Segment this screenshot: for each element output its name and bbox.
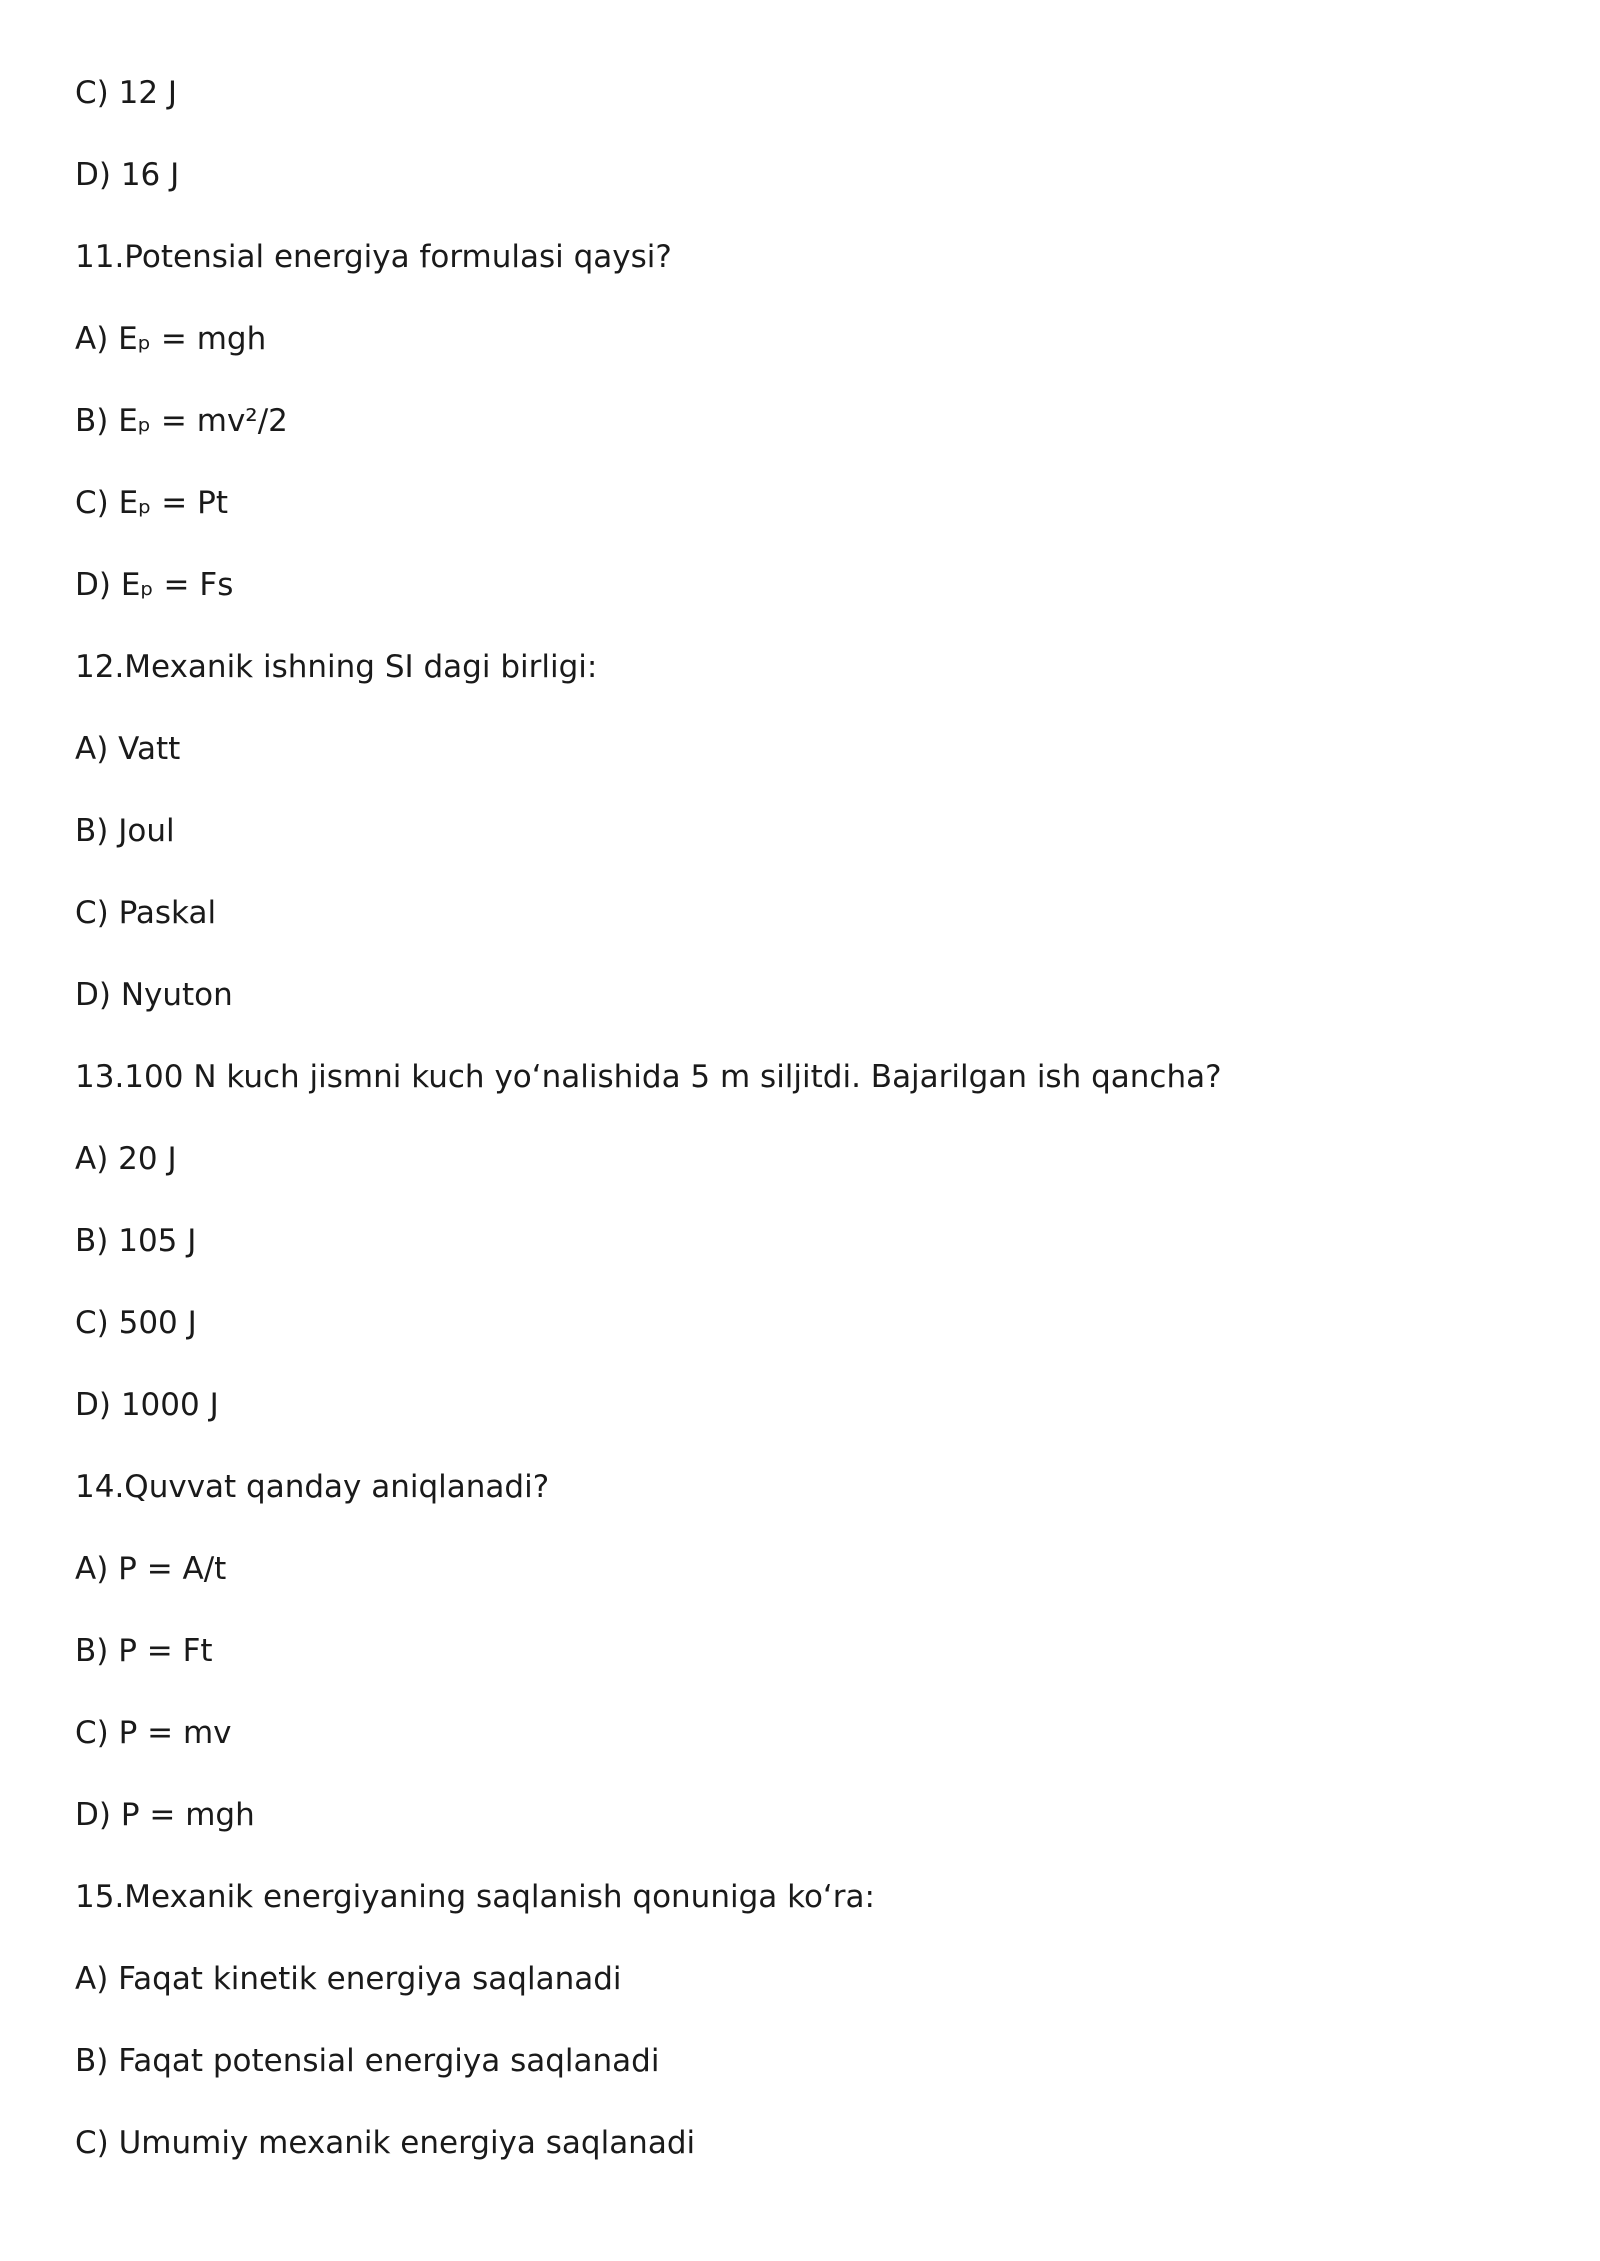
- option-b-q15: B) Faqat potensial energiya saqlanadi: [75, 2043, 660, 2079]
- option-d-q10: D) 16 J: [75, 157, 180, 193]
- question-15: 15.Mexanik energiyaning saqlanish qonuniga ko‘ra:: [75, 1879, 875, 1915]
- question-12: 12.Mexanik ishning SI dagi birligi:: [75, 649, 598, 685]
- option-d-q14: D) P = mgh: [75, 1797, 255, 1833]
- option-d-q12: D) Nyuton: [75, 977, 233, 1013]
- option-c-q10: C) 12 J: [75, 75, 178, 111]
- option-a-q13: A) 20 J: [75, 1141, 177, 1177]
- option-a-q12: A) Vatt: [75, 731, 181, 767]
- document-body: [75, 73, 1535, 2205]
- option-a-q11: A) Eₚ = mgh: [75, 321, 267, 357]
- option-c-q14: C) P = mv: [75, 1715, 232, 1751]
- option-d-q13: D) 1000 J: [75, 1387, 219, 1423]
- option-b-q12: B) Joul: [75, 813, 175, 849]
- option-a-q15: A) Faqat kinetik energiya saqlanadi: [75, 1961, 622, 1997]
- option-c-q11: C) Eₚ = Pt: [75, 485, 228, 521]
- question-13: 13.100 N kuch jismni kuch yo‘nalishida 5 m siljitdi. Bajarilgan ish qancha?: [75, 1059, 1222, 1095]
- option-b-q11: B) Eₚ = mv²/2: [75, 403, 288, 439]
- option-c-q13: C) 500 J: [75, 1305, 197, 1341]
- question-11: 11.Potensial energiya formulasi qaysi?: [75, 239, 672, 275]
- option-a-q14: A) P = A/t: [75, 1551, 227, 1587]
- question-14: 14.Quvvat qanday aniqlanadi?: [75, 1469, 550, 1505]
- option-b-q13: B) 105 J: [75, 1223, 197, 1259]
- option-c-q12: C) Paskal: [75, 895, 217, 931]
- option-d-q11: D) Eₚ = Fs: [75, 567, 234, 603]
- option-c-q15: C) Umumiy mexanik energiya saqlanadi: [75, 2125, 696, 2161]
- option-b-q14: B) P = Ft: [75, 1633, 213, 1669]
